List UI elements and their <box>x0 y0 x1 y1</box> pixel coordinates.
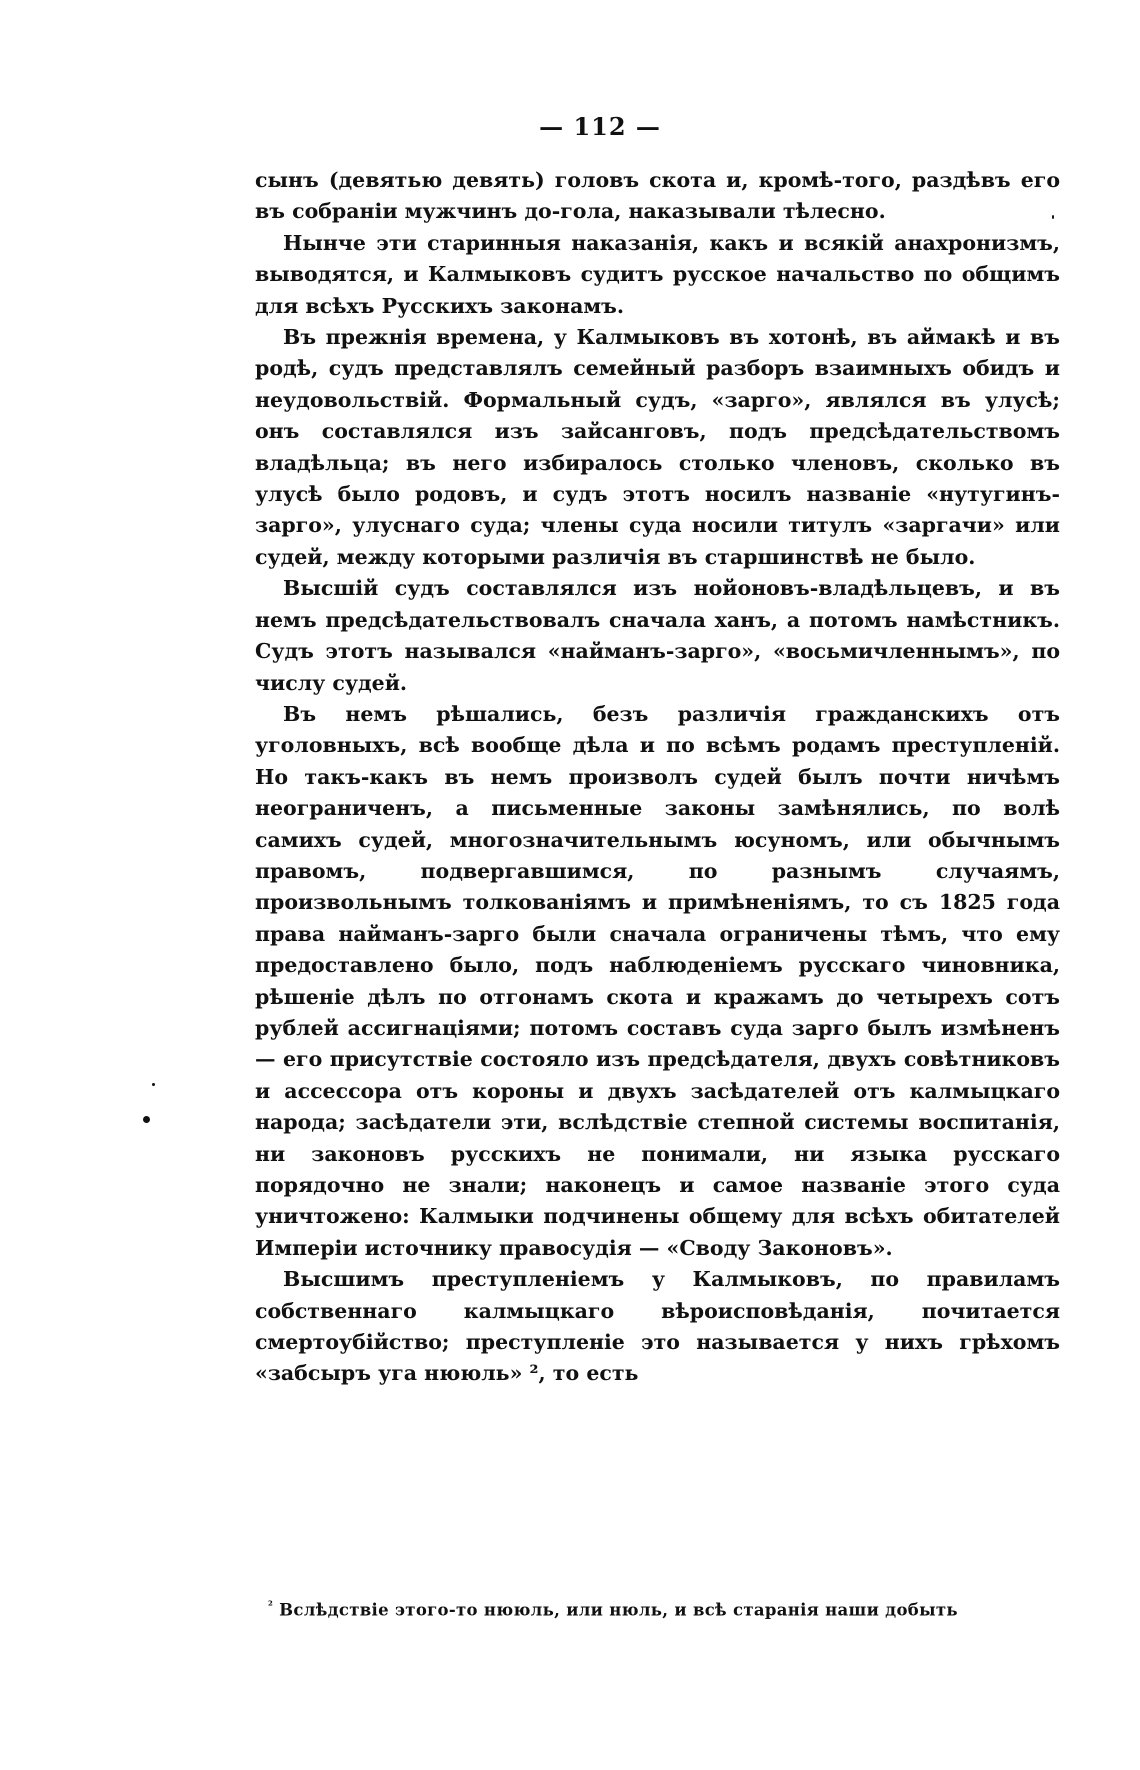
margin-speck <box>143 1116 150 1123</box>
body-text <box>255 165 1060 1390</box>
paragraph-anachronism: Нынче эти старинныя наказанія, какъ и всякій анахронизмъ, выводятся, и Калмыковъ судитъ русское начальство по общимъ для всѣхъ Русскихъ законамъ. <box>255 230 1060 318</box>
paragraph-high-court: Высшій судъ составлялся изъ нойоновъ-владѣльцевъ, и въ немъ предсѣдательствовалъ сначала ханъ, а потомъ намѣстникъ. Судъ этотъ назывался «найманъ-зарго», «восьмичленнымъ», по числу судей. <box>255 576 1060 695</box>
page-number: — 112 — <box>539 112 661 141</box>
paragraph-continuation: сынъ (девятью девять) головъ скота и, кромѣ-того, раздѣвъ его въ собраніи мужчинъ до-гола, наказывали тѣлесно. <box>255 168 1060 224</box>
paragraph-court-reforms: Въ немъ рѣшались, безъ различія гражданскихъ отъ уголовныхъ, всѣ вообще дѣла и по всѣмъ родамъ преступленій. Но такъ-какъ въ немъ произволъ судей былъ почти ничѣмъ неограниченъ, а письменные законы замѣнялись, по волѣ самихъ судей, многозначительнымъ юсуномъ, или обычнымъ правомъ, подвергавшимся, по разнымъ случаямъ, произвольнымъ толкованіямъ и примѣненіямъ, то съ 1825 года права найманъ-зарго были сначала ограничены тѣмъ, что ему предоставлено было, подъ наблюденіемъ русскаго чиновника, рѣшеніе дѣлъ по отгонамъ скота и кражамъ до четырехъ сотъ рублей ассигнаціями; потомъ составъ суда зарго былъ измѣненъ — его присутствіе состояло изъ предсѣдателя, двухъ совѣтниковъ и ассессора отъ короны и двухъ засѣдателей отъ калмыцкаго народа; засѣдатели эти, вслѣдствіе степной системы воспитанія, ни законовъ русскихъ не понимали, ни языка русскаго порядочно не знали; наконецъ и самое названіе этого суда уничтожено: Калмыки подчинены общему для всѣхъ обитателей Имперіи источнику правосудія — «Своду Законовъ». <box>255 701 1060 1260</box>
footnote-marker: ² <box>268 1599 274 1612</box>
footnote-text: Вслѣдствіе этого-то нююль, или нюль, и всѣ старанія наши добыть <box>279 1600 958 1620</box>
margin-speck <box>1052 215 1054 219</box>
paragraph-highest-crime: Высшимъ преступленіемъ у Калмыковъ, по правиламъ собственнаго калмыцкаго вѣроисповѣданія, почитается смертоубійство; преступленіе это называется у нихъ грѣхомъ «забсыръ уга нююль» ², то есть <box>255 1267 1060 1386</box>
paragraph-old-courts: Въ прежнія времена, у Калмыковъ въ хотонѣ, въ аймакѣ и въ родѣ, судъ представлялъ семейный разборъ взаимныхъ обидъ и неудовольствій. Формальный судъ, «зарго», являлся въ улусѣ; онъ составлялся изъ зайсанговъ, подъ предсѣдательствомъ владѣльца; въ него избиралось столько членовъ, сколько въ улусѣ было родовъ, и судъ этотъ носилъ названіе «нутугинъ-зарго», улуснаго суда; члены суда носили титулъ «заргачи» или судей, между которыми различія въ старшинствѣ не было. <box>255 325 1060 569</box>
margin-speck <box>152 1083 155 1086</box>
footnote <box>268 1594 1058 1623</box>
